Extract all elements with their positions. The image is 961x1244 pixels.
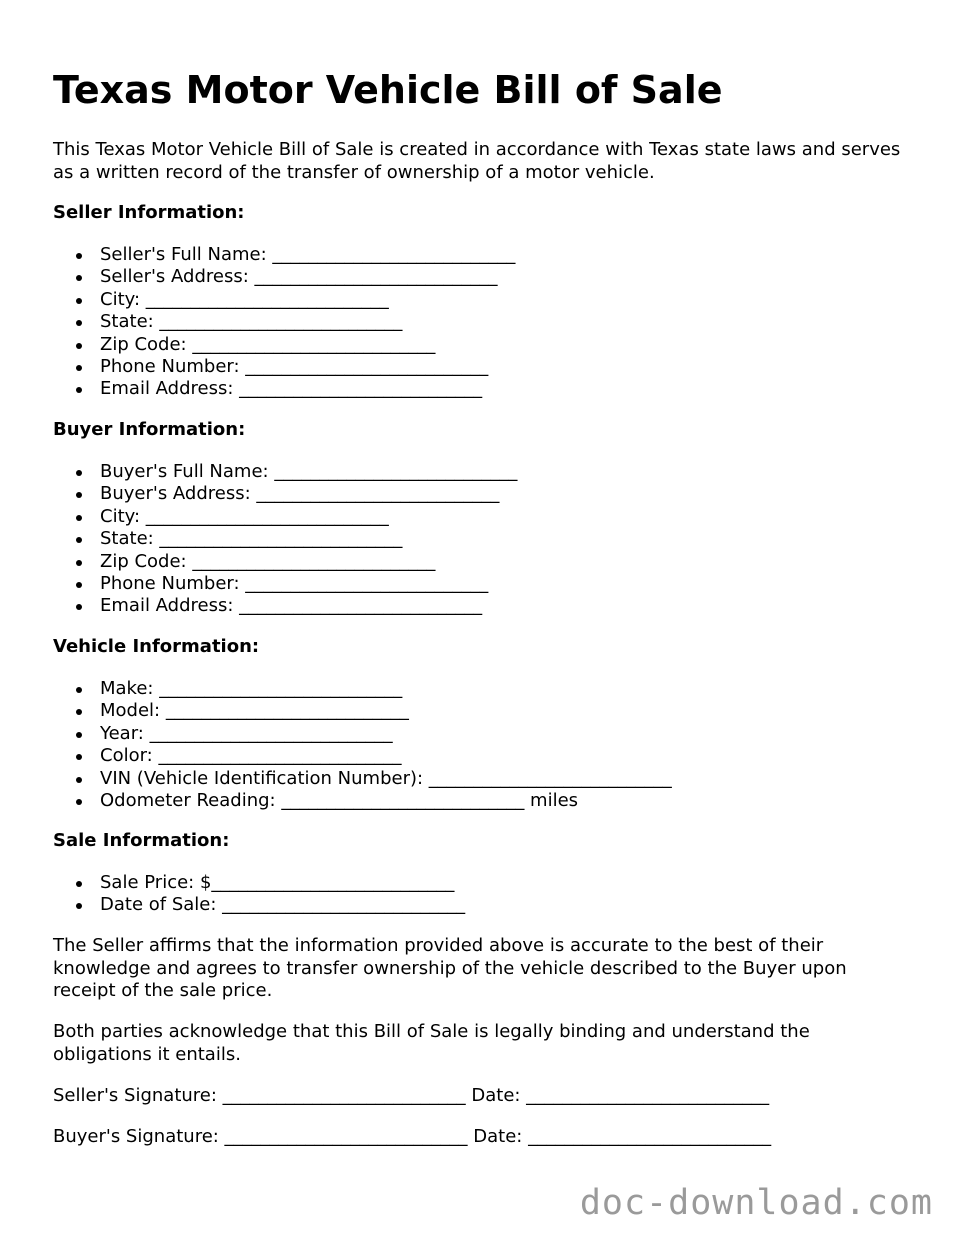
vehicle-field-list [53, 678, 672, 812]
acknowledgement-paragraph: Both parties acknowledge that this Bill of Sale is legally binding and understand the obligations it entails. [53, 1021, 810, 1065]
buyer-field-list [53, 461, 517, 618]
seller-zip-field: Zip Code: ___________________________ [53, 334, 515, 356]
intro-paragraph: This Texas Motor Vehicle Bill of Sale is created in accordance with Texas state laws and serves as a written record of the transfer of ownership of a motor vehicle. [53, 139, 901, 183]
watermark: doc-download.com [579, 1183, 933, 1223]
seller-address-field: Seller's Address: ___________________________ [53, 266, 515, 288]
vehicle-heading: Vehicle Information: [53, 636, 260, 657]
seller-heading: Seller Information: [53, 202, 245, 223]
page-title: Texas Motor Vehicle Bill of Sale [53, 68, 723, 112]
buyer-phone-field: Phone Number: ___________________________ [53, 573, 517, 595]
buyer-city-field: City: ___________________________ [53, 506, 517, 528]
seller-field-list [53, 244, 515, 401]
seller-state-field: State: ___________________________ [53, 311, 515, 333]
buyer-state-field: State: ___________________________ [53, 528, 517, 550]
affirmation-paragraph: The Seller affirms that the information provided above is accurate to the best of their knowledge and agrees to transfer ownership of the vehicle described to the Buyer upon receipt of the sale price. [53, 935, 847, 1001]
seller-signature-line: Seller's Signature: ___________________________ Date: ___________________________ [53, 1085, 770, 1106]
seller-full-name-field: Seller's Full Name: ___________________________ [53, 244, 515, 266]
vehicle-year-field: Year: ___________________________ [53, 723, 672, 745]
sale-heading: Sale Information: [53, 830, 230, 851]
vehicle-vin-field: VIN (Vehicle Identification Number): ___________________________ [53, 768, 672, 790]
buyer-email-field: Email Address: ___________________________ [53, 595, 517, 617]
buyer-zip-field: Zip Code: ___________________________ [53, 551, 517, 573]
seller-email-field: Email Address: ___________________________ [53, 378, 515, 400]
vehicle-color-field: Color: ___________________________ [53, 745, 672, 767]
seller-city-field: City: ___________________________ [53, 289, 515, 311]
buyer-signature-line: Buyer's Signature: ___________________________ Date: ___________________________ [53, 1126, 772, 1147]
buyer-full-name-field: Buyer's Full Name: ___________________________ [53, 461, 517, 483]
vehicle-odometer-field: Odometer Reading: ___________________________ miles [53, 790, 672, 812]
sale-price-field: Sale Price: $___________________________ [53, 872, 465, 894]
seller-phone-field: Phone Number: ___________________________ [53, 356, 515, 378]
buyer-heading: Buyer Information: [53, 419, 246, 440]
vehicle-model-field: Model: ___________________________ [53, 700, 672, 722]
sale-field-list [53, 872, 465, 917]
vehicle-make-field: Make: ___________________________ [53, 678, 672, 700]
buyer-address-field: Buyer's Address: ___________________________ [53, 483, 517, 505]
sale-date-field: Date of Sale: ___________________________ [53, 894, 465, 916]
